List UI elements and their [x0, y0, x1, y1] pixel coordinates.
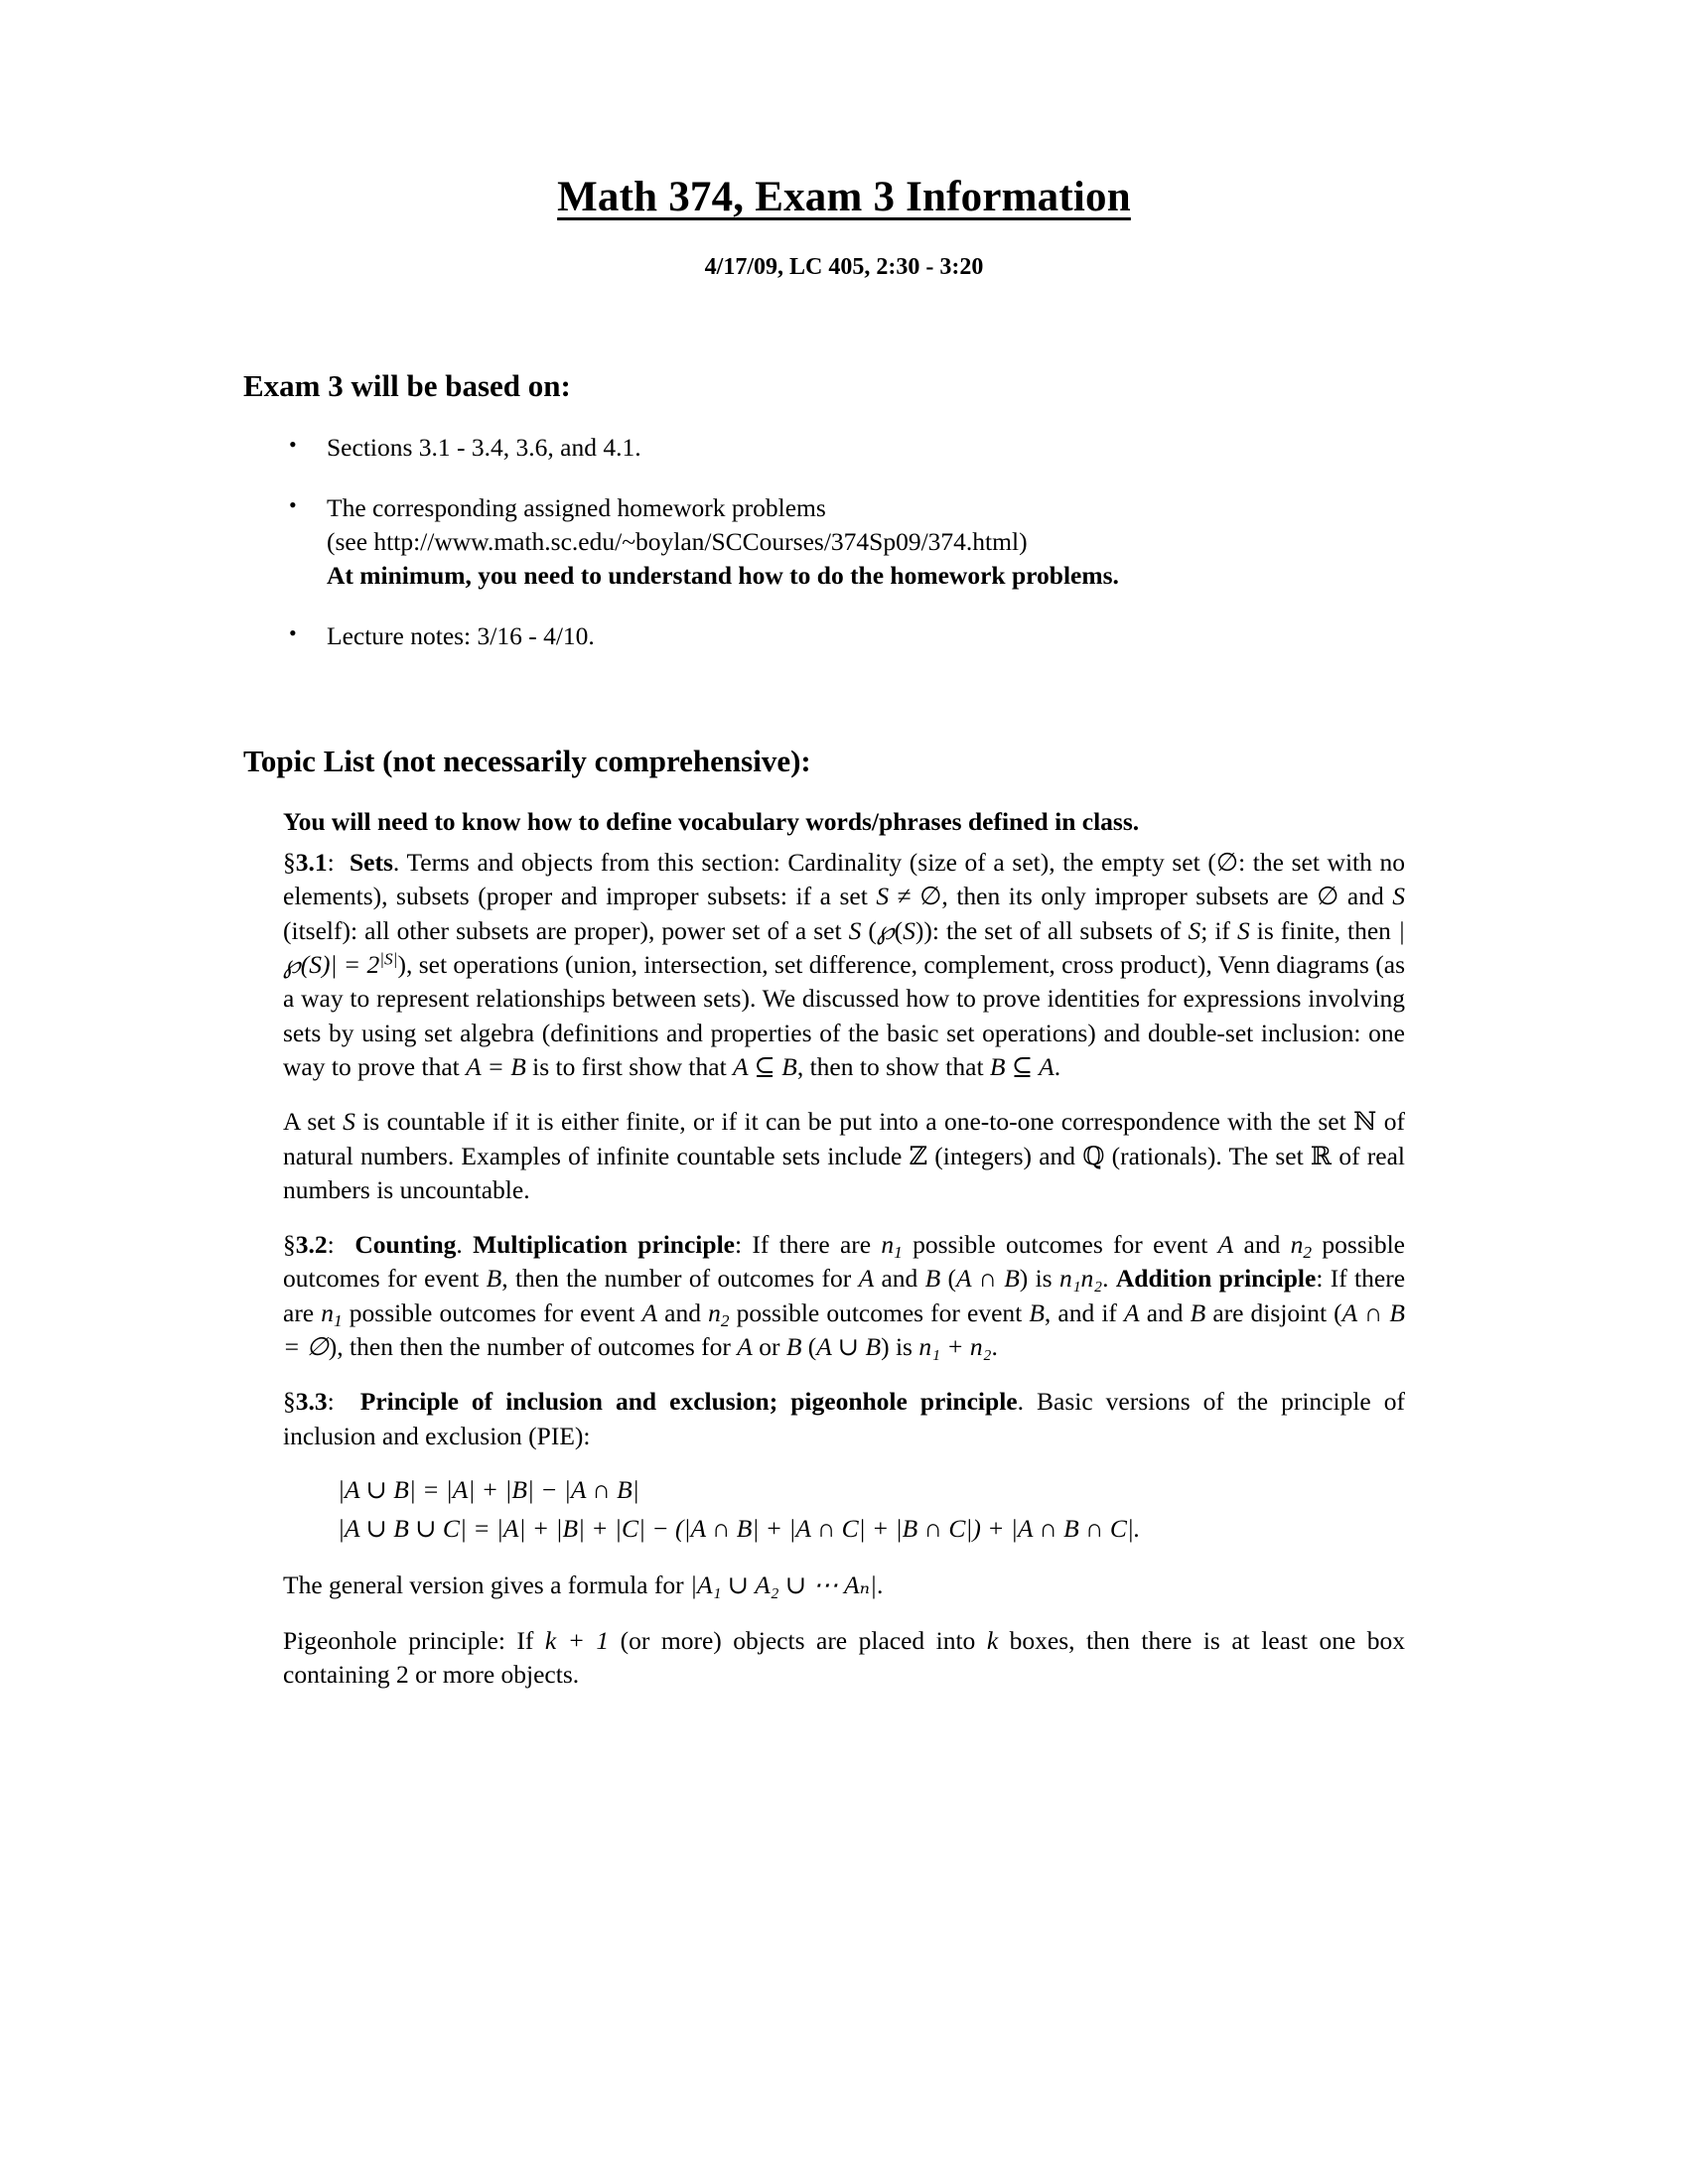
set-S-symbol: S [903, 915, 915, 945]
a-subset-b-formula: A ⊆ B [733, 1051, 797, 1081]
set-S-symbol: S [1188, 915, 1201, 945]
section-text-t20: ( [801, 1332, 817, 1361]
emptyset-symbol: ∅ [919, 882, 942, 911]
section-name: Counting [354, 1230, 457, 1260]
set-S-symbol: S [1392, 882, 1406, 911]
section-number: 3.2 [295, 1230, 328, 1260]
section-text-6: ( [861, 915, 877, 945]
event-A-symbol: A [1217, 1230, 1234, 1260]
section-text-t19: or [752, 1332, 786, 1361]
section-colon: : [327, 1230, 335, 1260]
pigeonhole-text-3: boxes, then there is at least one box containing [283, 1625, 1406, 1689]
n1-plus-n2-sum: n₁ + n₂ [918, 1332, 992, 1361]
k-plus-1-formula: k + 1 [544, 1625, 610, 1655]
section-text-t8: ( [940, 1264, 957, 1294]
section-text-t12: possible outcomes for event [342, 1297, 642, 1327]
countable-text-2: is countable if it is either finite, or if it can be put into a one-to-one correspondence with the set [354, 1107, 1354, 1137]
bullet-sections-text: • Sections 3.1 - 3.4, 3.6, and 4.1. [327, 433, 641, 463]
section-text-t9: ) is [1019, 1264, 1059, 1294]
naturals-symbol: ℕ [1353, 1107, 1377, 1138]
section-text-4: and [1338, 882, 1393, 911]
emptyset-symbol: ∅ [1215, 848, 1239, 878]
rationals-symbol: ℚ [1082, 1141, 1105, 1171]
event-A-symbol: A [1124, 1297, 1140, 1327]
section-text-9: is finite, then [1249, 915, 1398, 945]
set-S-symbol: S [876, 882, 890, 911]
addition-principle-label: Addition principle [1115, 1264, 1317, 1294]
countable-text-5: (rationals). The set [1104, 1141, 1311, 1170]
event-A-symbol: A [737, 1332, 753, 1361]
pie-equation-three-sets: |A ∪ B ∪ C| = |A| + |B| + |C| − (|A ∩ B| + |A ∩ C| + |B ∩ C|) + |A ∩ B ∩ C|. [338, 1513, 1141, 1543]
section-text-t3: possible outcomes for event [902, 1230, 1218, 1260]
emptyset-symbol: ∅ [1317, 882, 1339, 911]
section-text-10: ), set operations (union, intersection, set difference, complement, cross product), Venn diagrams (as a way to represent relationships between sets). We discussed how to prove identities for expressions involving sets by using set algebra (definitions and properties of the basic set operations) and double-set inclusion: one way to prove that [283, 950, 1406, 1081]
section-text-t16: and [1139, 1297, 1191, 1327]
section-text-t1: . Basic versions of the principle of inclusion and exclusion (PIE): [283, 1387, 1405, 1450]
powerset-exponent: |S| [379, 949, 398, 969]
exam-logistics-subtitle: 4/17/09, LC 405, 2:30 - 3:20 [704, 254, 984, 281]
a-intersect-b-formula: A ∩ B [956, 1264, 1020, 1294]
section-name: Sets [350, 848, 393, 878]
section-text-t6: , then the number of outcomes for [501, 1264, 859, 1294]
section-colon: : [327, 848, 335, 878]
section-text-t7: and [874, 1264, 925, 1294]
bullet-homework-text: • The corresponding assigned homework problems [327, 493, 826, 523]
homework-emphasis-text: At minimum, you need to understand how to do the homework problems. [327, 561, 1119, 590]
n2-symbol: n [1290, 1230, 1304, 1260]
set-S-symbol: S [343, 1107, 355, 1137]
section-text-t13: and [657, 1297, 709, 1327]
pie-equation-two-sets: |A ∪ B| = |A| + |B| − |A ∩ B| [338, 1474, 639, 1504]
based-on-heading: Exam 3 will be based on: [243, 368, 571, 404]
list-item [283, 491, 1405, 593]
section-text-t15: , and if [1044, 1297, 1125, 1327]
section-text-1: . Terms and objects from this section: Cardinality (size of a set), the empty set ( [392, 848, 1216, 878]
countable-sets-paragraph [283, 1105, 1405, 1207]
general-version-paragraph [283, 1569, 1405, 1602]
k-symbol: k [986, 1625, 999, 1655]
section-text-t18: ), then then the number of outcomes for [328, 1332, 738, 1361]
section-text-8: ; if [1200, 915, 1237, 945]
event-B-symbol: B [486, 1264, 502, 1294]
section-text-t11: : If there are [283, 1264, 1406, 1327]
section-text-5: (itself): all other subsets are proper), power set of a set [283, 915, 849, 945]
section-text-t2: : If there are [734, 1230, 882, 1260]
list-item [283, 619, 1405, 653]
section-text-t17: are disjoint ( [1205, 1297, 1342, 1327]
event-B-symbol: B [924, 1264, 941, 1294]
section-text-t22: . [991, 1332, 998, 1361]
countable-text-4: (integers) and [927, 1141, 1083, 1170]
event-A-symbol: A [858, 1264, 875, 1294]
section-text-t10: . [1102, 1264, 1116, 1294]
vocabulary-note: You will need to know how to define vocabulary words/phrases defined in class. [283, 807, 1140, 836]
section-number: 3.3 [295, 1387, 328, 1417]
event-B-symbol: B [1190, 1297, 1206, 1327]
section-text-7: ): the set of all subsets of [923, 915, 1189, 945]
section-text-2: : the set with no elements), subsets (proper and improper subsets: if a set [283, 848, 1406, 911]
section-text-t5: possible outcomes for event [283, 1230, 1405, 1294]
reals-symbol: ℝ [1310, 1141, 1333, 1171]
n1n2-product: n₁n₂ [1058, 1264, 1103, 1294]
pigeonhole-text-4: or more objects. [408, 1659, 580, 1689]
general-version-text-1: The general version gives a formula for [283, 1570, 690, 1600]
set-S-symbol: S [848, 915, 862, 945]
event-B-symbol: B [1029, 1297, 1045, 1327]
based-on-list [283, 431, 1405, 653]
list-item [283, 431, 1405, 465]
bullet-lecture-notes-text: • Lecture notes: 3/16 - 4/10. [327, 620, 595, 650]
section-text-13: . [1054, 1051, 1061, 1081]
integers-symbol: ℤ [909, 1141, 928, 1171]
n1-symbol: n [321, 1297, 334, 1327]
section-text-t1: . [456, 1230, 474, 1260]
section-text-t21: ) is [881, 1332, 919, 1361]
homework-url-text: (see http://www.math.sc.edu/~boylan/SCCourses/374Sp09/374.html) [327, 527, 1028, 557]
powerset-cardinality-formula: |℘(S)| = 2 [283, 915, 1405, 980]
countable-text-3: of natural numbers. Examples of infinite countable sets include [283, 1107, 1406, 1170]
section-colon: : [327, 1387, 335, 1417]
pigeonhole-text-1: Pigeonhole principle: If [283, 1625, 545, 1655]
section-3-2-paragraph: §3.2: Counting. Multiplication principle: If there are $n_1$ possible outcomes for event A and $n_2$ possible outcomes for event B, then the number of outcomes for A and B (A ∩ B) is n₁n₂. Addition principle: If there are $n_1$ possible outcomes for event A and $n_2$ possible outcomes for event B, and if A and B are disjoint (A ∩ B = ∅), then then the number of outcomes for A or B (A ∪ B) is n₁ + n₂. [283, 1230, 1406, 1361]
page-title [283, 174, 1405, 220]
countable-text-6: of real numbers is uncountable. [283, 1141, 1405, 1204]
multiplication-principle-label: Multiplication principle [473, 1230, 735, 1260]
a-union-b-formula: A ∪ B [816, 1332, 882, 1361]
section-name: Principle of inclusion and exclusion; pigeonhole principle [359, 1387, 1018, 1417]
section-3-1-paragraph: §3.1: Sets. Terms and objects from this section: Cardinality (size of a set), the empty set (∅: the set with no elements), subsets (proper and improper subsets: if a set S ≠ ∅, then its only improper subsets are ∅ and S (itself): all other subsets are proper), power set of a set S (℘(S)): the set of all subsets of S; if S is finite, then |℘(S)| = $2^{|S|}$), set operations (union, intersection, set difference, complement, cross product), Venn diagrams (as a way to represent relationships between sets). We discussed how to prove identities for expressions involving sets by using set algebra (definitions and properties of the basic set operations) and double-set inclusion: one way to prove that A = B is to first show that A ⊆ B, then to show that B ⊆ A. [283, 848, 1406, 1081]
pigeonhole-text-2: (or more) objects are placed into [609, 1625, 987, 1655]
section-symbol: § [283, 1387, 296, 1417]
set-S-symbol: S [1236, 915, 1250, 945]
section-text-3: , then its only improper subsets are [941, 882, 1318, 911]
pie-equations-block [283, 1471, 1405, 1549]
section-symbol: § [283, 848, 296, 878]
pigeonhole-paragraph [283, 1624, 1405, 1693]
event-A-symbol: A [641, 1297, 658, 1327]
section-3-3-paragraph [283, 1385, 1405, 1453]
general-union-formula: |A₁ ∪ A₂ ∪ ⋯ Aₙ| [689, 1570, 877, 1600]
a-equals-b-formula: A = B [466, 1051, 526, 1081]
pigeonhole-count: 2 [396, 1659, 409, 1689]
page-title-text: Math 374, Exam 3 Information [557, 174, 1131, 220]
n1-symbol: n [881, 1230, 895, 1260]
countable-text-1: A set [283, 1107, 344, 1137]
section-text-t4: and [1233, 1230, 1291, 1260]
powerset-symbol: ℘ [876, 915, 895, 945]
section-text-12: , then to show that [796, 1051, 990, 1081]
n2-symbol: n [708, 1297, 721, 1327]
section-number: 3.1 [295, 848, 328, 878]
not-equal-symbol: ≠ [897, 882, 912, 911]
topic-list-heading: Topic List (not necessarily comprehensive): [243, 743, 811, 778]
b-subset-a-formula: B ⊆ A [989, 1051, 1055, 1081]
section-text-t14: possible outcomes for event [729, 1297, 1030, 1327]
disjoint-formula: A ∩ B = ∅ [283, 1297, 1405, 1361]
general-version-text-2: . [876, 1570, 884, 1600]
section-text-11: is to first show that [525, 1051, 734, 1081]
section-symbol: § [283, 1230, 296, 1260]
event-B-symbol: B [785, 1332, 802, 1361]
